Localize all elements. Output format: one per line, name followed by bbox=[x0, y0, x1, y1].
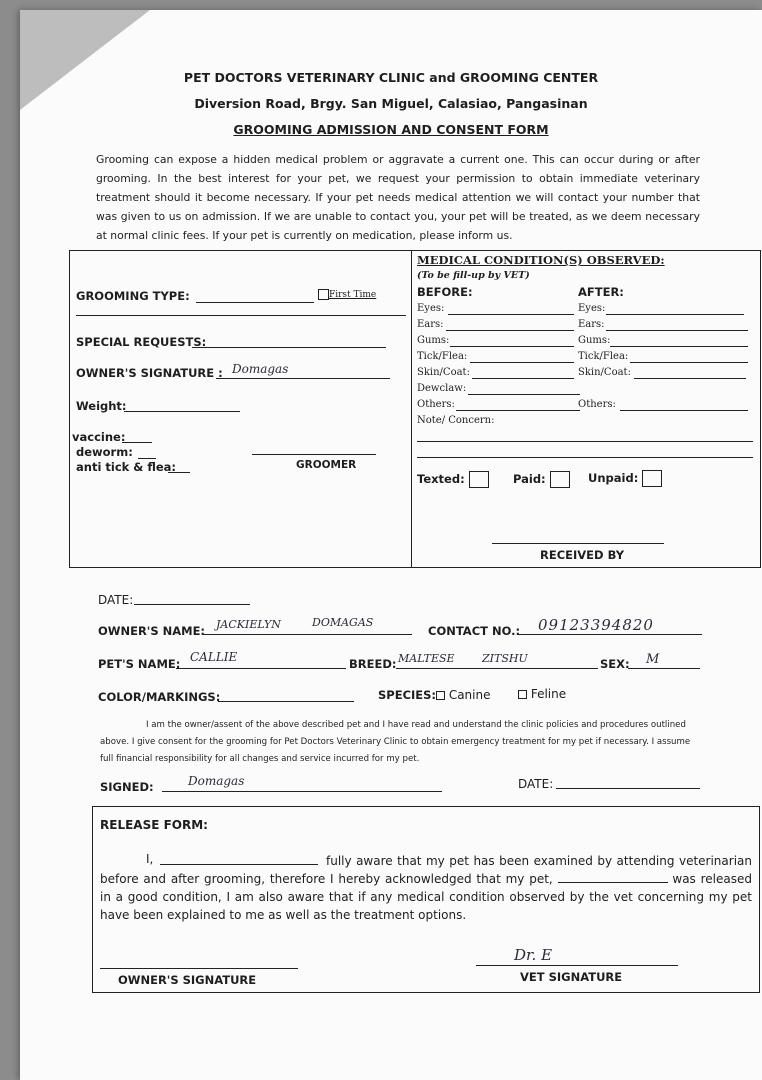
form-title: GROOMING ADMISSION AND CONSENT FORM bbox=[233, 122, 549, 137]
texted-label: Texted: bbox=[417, 472, 465, 486]
before-ears-field[interactable] bbox=[446, 330, 574, 331]
release-paragraph bbox=[100, 852, 752, 924]
contact-label: CONTACT NO.: bbox=[428, 624, 521, 638]
breed-value: MALTESE bbox=[398, 652, 455, 665]
after-others-label: Others: bbox=[578, 399, 616, 410]
signed-field[interactable] bbox=[162, 791, 442, 792]
owner-name-field[interactable] bbox=[202, 634, 412, 635]
release-owner-signature-line[interactable] bbox=[100, 968, 298, 969]
before-skin-field[interactable] bbox=[472, 378, 574, 379]
clinic-name: PET DOCTORS VETERINARY CLINIC and GROOMING CENTER bbox=[183, 70, 599, 85]
before-label: BEFORE: bbox=[417, 285, 473, 299]
before-eyes-label: Eyes: bbox=[417, 303, 445, 314]
contact-field[interactable] bbox=[518, 634, 702, 635]
deworm-label: deworm: bbox=[76, 445, 133, 459]
breed-label: BREED: bbox=[349, 657, 397, 671]
intro-paragraph: Grooming can expose a hidden medical problem or aggravate a current one. This can occur during or after grooming. In the best interest for your pet, we request your permission to obtain immediate veterinary treatment should it become necessary. If your pet needs medical attention we will contact your number that was given to us on admission. If we are unable to contact you, your pet will be treated, as we deem necessary at normal clinic fees. If your pet is currently on medication, please inform us. bbox=[96, 153, 700, 242]
date-label: DATE: bbox=[98, 593, 134, 607]
texted-checkbox[interactable] bbox=[469, 471, 489, 488]
after-others-field[interactable] bbox=[620, 410, 748, 411]
release-i-label: I, bbox=[146, 852, 154, 866]
deworm-field[interactable] bbox=[138, 458, 156, 459]
color-markings-field[interactable] bbox=[218, 701, 354, 702]
breed-value-2: ZITSHU bbox=[482, 652, 528, 665]
signed-label: SIGNED: bbox=[100, 780, 154, 794]
pet-name-label: PET'S NAME: bbox=[98, 657, 181, 671]
groomer-label: GROOMER bbox=[296, 459, 357, 471]
after-skin-label: Skin/Coat: bbox=[578, 367, 631, 378]
sex-value: M bbox=[646, 652, 660, 667]
release-pet-name-field[interactable] bbox=[558, 882, 668, 883]
vet-signature-label: VET SIGNATURE bbox=[520, 970, 623, 984]
texted-option[interactable] bbox=[417, 471, 489, 488]
vaccine-field[interactable] bbox=[122, 442, 152, 443]
after-ears-field[interactable] bbox=[606, 330, 748, 331]
feline-label: Feline bbox=[530, 687, 567, 701]
vet-signature-line[interactable] bbox=[476, 965, 678, 966]
medical-condition-subtitle: (To be fill-up by VET) bbox=[417, 270, 530, 281]
unpaid-option[interactable] bbox=[588, 470, 662, 487]
first-time-option[interactable] bbox=[318, 289, 376, 300]
unpaid-label: Unpaid: bbox=[588, 471, 639, 485]
before-ears-label: Ears: bbox=[417, 319, 444, 330]
anti-tick-field[interactable] bbox=[168, 472, 190, 473]
signed-value: Domagas bbox=[188, 774, 245, 788]
canine-label: Canine bbox=[448, 688, 491, 702]
consent-date-label: DATE: bbox=[518, 777, 554, 791]
special-requests-label: SPECIAL REQUESTS: bbox=[76, 335, 207, 349]
owner-signature-value: Domagas bbox=[232, 362, 289, 376]
sex-label: SEX: bbox=[600, 657, 630, 671]
release-text-part-2: fully aware that my pet has been examined by attending veterinarian before and after grooming, therefore I hereby acknowledged that my pet, bbox=[100, 854, 752, 886]
first-time-checkbox[interactable] bbox=[318, 289, 329, 300]
sex-field[interactable] bbox=[628, 668, 700, 669]
release-text-part-3: was released in a good condition, I am also aware that if any medical condition observed by the vet concerning my pet have been explained to me as well as the treatment options. bbox=[100, 872, 753, 922]
folded-corner bbox=[20, 10, 150, 110]
after-skin-field[interactable] bbox=[634, 378, 746, 379]
grooming-type-label: GROOMING TYPE: bbox=[76, 289, 190, 303]
note-concern-label: Note/ Concern: bbox=[417, 415, 495, 426]
owner-name-value: JACKIELYN bbox=[216, 618, 281, 631]
owner-signature-field[interactable] bbox=[216, 378, 390, 379]
before-tick-label: Tick/Flea: bbox=[417, 351, 468, 362]
pet-name-value: CALLIE bbox=[190, 650, 238, 664]
received-by-label: RECEIVED BY bbox=[540, 548, 625, 562]
anti-tick-label: anti tick & flea: bbox=[76, 460, 177, 474]
weight-label: Weight: bbox=[76, 399, 127, 413]
vaccine-label: vaccine: bbox=[72, 430, 126, 444]
release-owner-signature-label: OWNER'S SIGNATURE bbox=[118, 973, 257, 987]
after-gums-label: Gums: bbox=[578, 335, 611, 346]
species-label: SPECIES: bbox=[378, 688, 437, 702]
release-form-title: RELEASE FORM: bbox=[100, 818, 208, 832]
before-gums-field[interactable] bbox=[450, 346, 574, 347]
pet-name-field[interactable] bbox=[176, 668, 346, 669]
panel-divider bbox=[411, 251, 412, 567]
breed-field[interactable] bbox=[396, 668, 598, 669]
received-by-line[interactable] bbox=[492, 543, 664, 544]
special-requests-field[interactable] bbox=[192, 347, 386, 348]
canine-checkbox[interactable] bbox=[436, 691, 445, 700]
before-gums-label: Gums: bbox=[417, 335, 450, 346]
after-eyes-field[interactable] bbox=[606, 314, 744, 315]
note-line-2[interactable] bbox=[417, 457, 753, 458]
weight-field[interactable] bbox=[124, 411, 240, 412]
before-dewclaw-label: Dewclaw: bbox=[417, 383, 467, 394]
paid-label: Paid: bbox=[513, 472, 546, 486]
after-tick-field[interactable] bbox=[630, 362, 748, 363]
clinic-address: Diversion Road, Brgy. San Miguel, Calasiao, Pangasinan bbox=[194, 96, 588, 111]
before-others-label: Others: bbox=[417, 399, 455, 410]
after-tick-label: Tick/Flea: bbox=[578, 351, 629, 362]
color-markings-label: COLOR/MARKINGS: bbox=[98, 690, 221, 704]
owner-signature-label: OWNER'S SIGNATURE : bbox=[76, 366, 223, 380]
before-skin-label: Skin/Coat: bbox=[417, 367, 470, 378]
feline-checkbox[interactable] bbox=[518, 690, 527, 699]
after-gums-field[interactable] bbox=[610, 346, 748, 347]
groomer-signature-line[interactable] bbox=[252, 454, 376, 455]
form-page bbox=[20, 10, 762, 1080]
feline-option[interactable] bbox=[518, 687, 566, 701]
unpaid-checkbox[interactable] bbox=[642, 470, 662, 487]
after-ears-label: Ears: bbox=[578, 319, 605, 330]
contact-value: 09123394820 bbox=[538, 616, 654, 634]
paid-option[interactable] bbox=[513, 471, 570, 488]
medical-condition-title: MEDICAL CONDITION(S) OBSERVED: bbox=[417, 253, 665, 267]
canine-option[interactable] bbox=[436, 688, 491, 702]
vet-signature-value: Dr. E bbox=[514, 946, 553, 964]
before-eyes-field[interactable] bbox=[448, 314, 574, 315]
grooming-type-extra-line[interactable] bbox=[76, 315, 406, 316]
note-line-1[interactable] bbox=[417, 441, 753, 442]
consent-paragraph: I am the owner/assent of the above described pet and I have read and understand the clinic policies and procedures outlined above. I give consent for the grooming for Pet Doctors Veterinary Clinic to obtain emergency treatment for my pet if necessary. I assume full financial responsibility for all changes and service incurred for my pet. bbox=[100, 720, 691, 764]
owner-surname-value: DOMAGAS bbox=[312, 616, 374, 629]
before-dewclaw-field[interactable] bbox=[468, 394, 580, 395]
paid-checkbox[interactable] bbox=[550, 471, 570, 488]
first-time-label: First Time bbox=[329, 290, 377, 300]
before-tick-field[interactable] bbox=[470, 362, 574, 363]
consent-date-field[interactable] bbox=[556, 788, 700, 789]
before-others-field[interactable] bbox=[456, 410, 580, 411]
after-eyes-label: Eyes: bbox=[578, 303, 606, 314]
date-field[interactable] bbox=[134, 604, 250, 605]
after-label: AFTER: bbox=[578, 285, 624, 299]
owner-name-label: OWNER'S NAME: bbox=[98, 624, 206, 638]
grooming-type-field[interactable] bbox=[196, 302, 314, 303]
